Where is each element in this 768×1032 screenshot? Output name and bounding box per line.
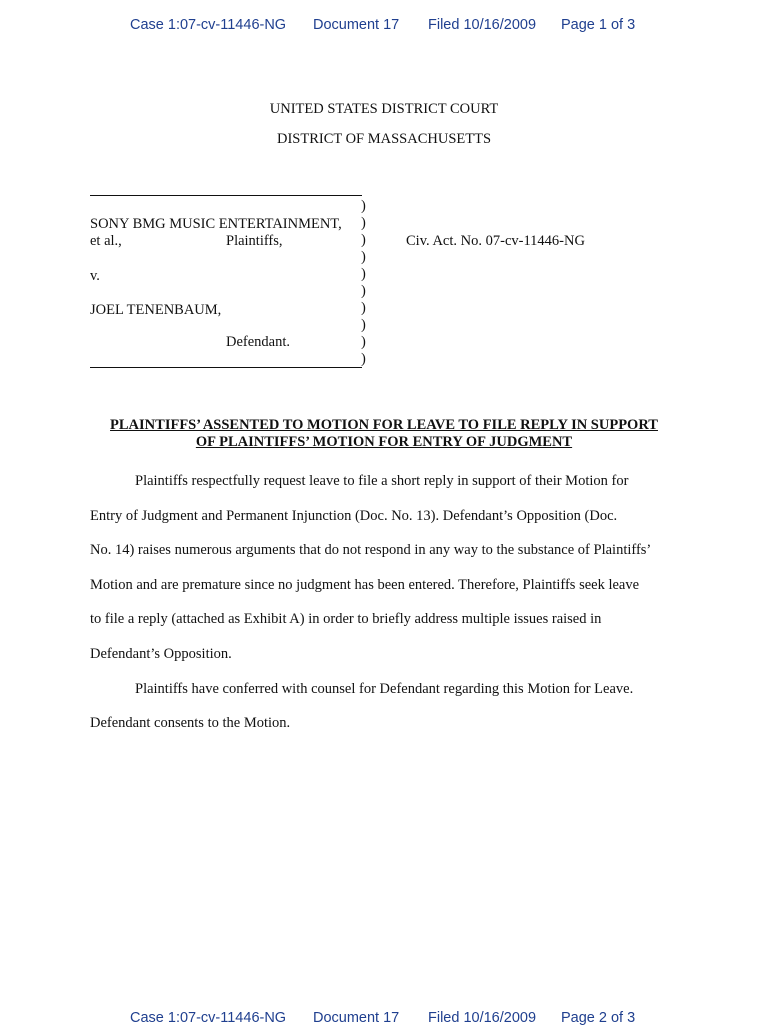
ecf-header-top — [0, 17, 768, 39]
page-indicator: Page 1 of 3 — [561, 17, 636, 33]
document-number: Document 17 — [313, 17, 400, 33]
paragraph1-line4: Motion and are premature since no judgment has been entered. Therefore, Plaintiffs seek leave — [90, 576, 640, 593]
paragraph1-line3: No. 14) raises numerous arguments that do not respond in any way to the substance of Plaintiffs’ — [90, 542, 652, 559]
paragraph2-line2: Defendant consents to the Motion. — [90, 715, 291, 732]
civil-action-number: Civ. Act. No. 07-cv-11446-NG — [406, 233, 585, 249]
caption-rule-bottom — [90, 367, 362, 368]
filed-date: Filed 10/16/2009 — [428, 1010, 537, 1026]
paragraph1-line1: Plaintiffs respectfully request leave to file a short reply in support of their Motion for — [135, 473, 629, 489]
motion-title-line2: OF PLAINTIFFS’ MOTION FOR ENTRY OF JUDGMENT — [195, 434, 573, 450]
case-number: Case 1:07-cv-11446-NG — [130, 1010, 287, 1026]
plaintiff-name: SONY BMG MUSIC ENTERTAINMENT, — [90, 216, 342, 232]
defendant-name: JOEL TENENBAUM, — [90, 302, 222, 318]
paragraph2-line1: Plaintiffs have conferred with counsel for Defendant regarding this Motion for Leave. — [135, 680, 634, 697]
plaintiff-et-al: et al., — [90, 233, 122, 249]
plaintiffs-label: Plaintiffs, — [226, 233, 283, 249]
caption-rule-top — [90, 195, 362, 196]
ecf-header-bottom — [0, 1010, 768, 1032]
paragraph1-line6: Defendant’s Opposition. — [90, 645, 232, 662]
motion-body — [90, 464, 680, 741]
document-number: Document 17 — [313, 1010, 400, 1026]
court-name: UNITED STATES DISTRICT COURT — [269, 101, 499, 117]
case-number: Case 1:07-cv-11446-NG — [130, 17, 287, 33]
versus: v. — [90, 268, 100, 284]
court-district: DISTRICT OF MASSACHUSETTS — [276, 131, 492, 147]
defendant-label: Defendant. — [226, 334, 291, 350]
page-indicator: Page 2 of 3 — [561, 1010, 636, 1026]
paragraph1-line5: to file a reply (attached as Exhibit A) in order to briefly address multiple issues raised in — [90, 611, 602, 628]
caption-parentheses: ) ) ) ) ) ) ) ) ) ) — [361, 198, 366, 367]
filed-date: Filed 10/16/2009 — [428, 17, 537, 33]
paragraph1-line2: Entry of Judgment and Permanent Injunction (Doc. No. 13). Defendant’s Opposition (Doc. — [90, 507, 618, 524]
motion-title-line1: PLAINTIFFS’ ASSENTED TO MOTION FOR LEAVE TO FILE REPLY IN SUPPORT — [110, 417, 658, 433]
